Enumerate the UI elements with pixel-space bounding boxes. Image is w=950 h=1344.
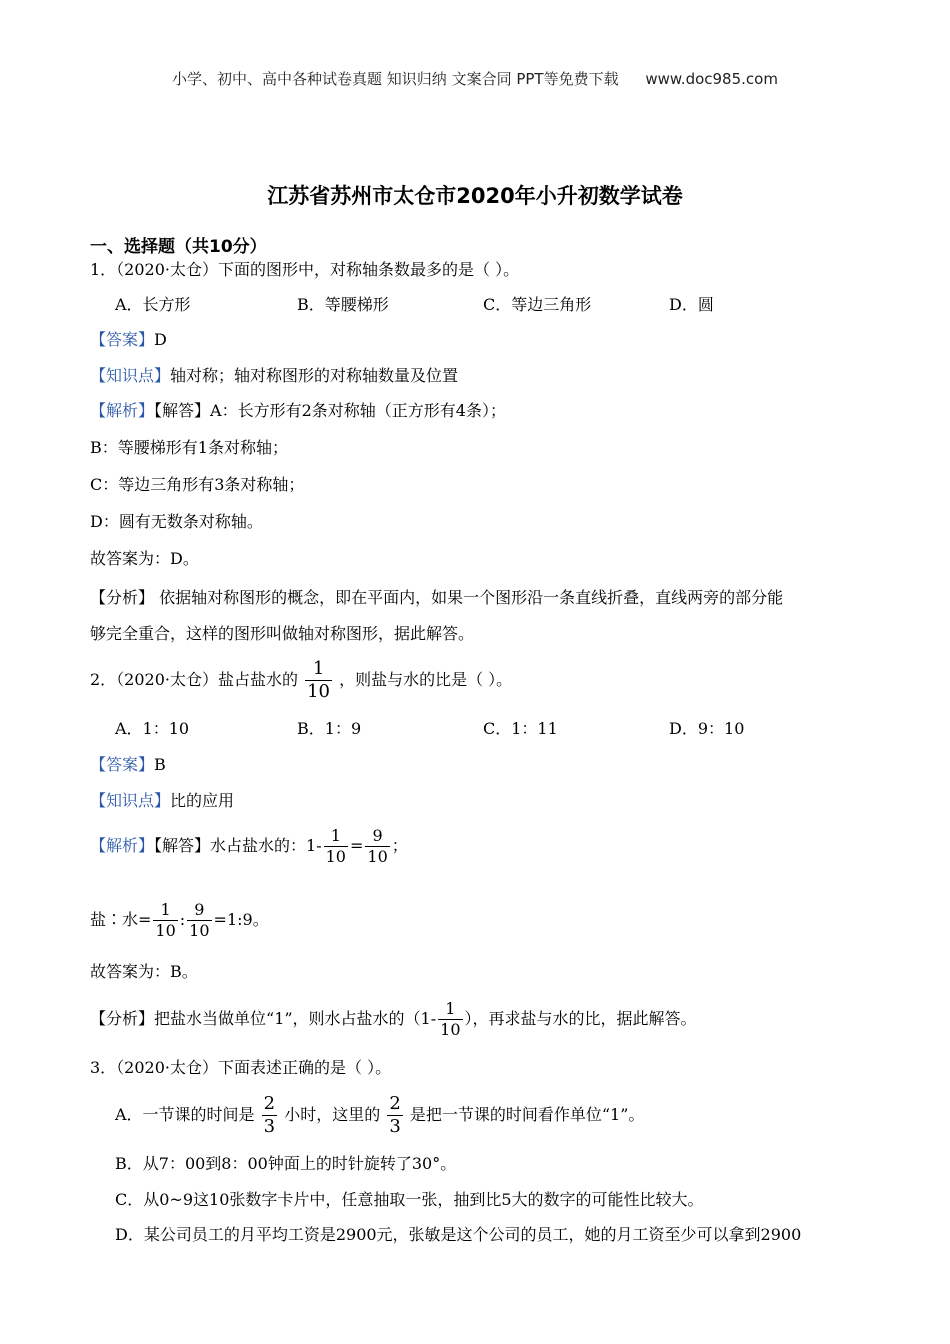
q2-solution-a: 水占盐水的：1- [210, 836, 322, 855]
q2-knowledge: 比的应用 [170, 791, 235, 810]
review-label: 【分析】 [90, 1009, 155, 1028]
fraction-denominator: 10 [367, 847, 388, 866]
q3-option-a-part3: 是把一节课的时间看作单位“1”。 [409, 1105, 645, 1124]
fraction-1-10 [438, 1001, 462, 1038]
fraction-2-3 [387, 1095, 402, 1136]
q2-solution-row [90, 826, 408, 866]
q2-option-a: A．1：10 [115, 719, 190, 738]
q2-ratio-row [90, 900, 269, 940]
q2-option-b: B．1：9 [297, 719, 362, 738]
q2-knowledge-row [90, 790, 234, 812]
q2-ratio-end: =1:9。 [213, 910, 269, 929]
fraction-1-10 [324, 828, 348, 865]
q2-review-row [90, 999, 697, 1039]
q1-solution-line: B：等腰梯形有1条对称轴； [90, 438, 288, 457]
q1-option-c: C．等边三角形 [483, 295, 592, 314]
q2-answer: B [154, 755, 166, 774]
header-text: 小学、初中、高中各种试卷真题 知识归纳 文案合同 PPT等免费下载 [172, 70, 619, 88]
q2-ratio-a: 盐∶水= [90, 910, 152, 929]
equals-sign: = [349, 836, 364, 855]
review-label: 【分析】 [90, 588, 155, 607]
q3-option-d: D．某公司员工的月平均工资是2900元，张敏是这个公司的员工，她的月工资至少可以拿到2900 [115, 1225, 802, 1244]
q1-option-d: D．圆 [669, 295, 714, 314]
q2-option-c: C．1：11 [483, 719, 558, 738]
fraction-9-10 [365, 828, 389, 865]
fraction-denominator: 10 [155, 921, 176, 940]
q3-option-a-part2: 小时，这里的 [284, 1105, 381, 1124]
q1-solution-row [90, 400, 506, 422]
fraction-denominator: 10 [189, 921, 210, 940]
fraction-1-10 [153, 902, 177, 939]
knowledge-label: 【知识点】 [90, 366, 171, 385]
q3-option-a [115, 1095, 644, 1136]
fraction-numerator: 1 [153, 902, 177, 921]
fraction-numerator: 1 [438, 1001, 462, 1020]
fraction-9-10 [187, 902, 211, 939]
fraction-denominator: 10 [440, 1020, 461, 1039]
analysis-label: 【解析】 [90, 836, 155, 855]
page-title: 江苏省苏州市太仓市2020年小升初数学试卷 [267, 184, 683, 208]
ratio-colon: : [179, 910, 186, 929]
fraction-numerator: 9 [187, 902, 211, 921]
fraction-denominator: 3 [263, 1116, 276, 1137]
analysis-label: 【解析】 [90, 401, 155, 420]
q2-stem-a: 2．（2020·太仓）盐占盐水的 [90, 670, 298, 689]
fraction-denominator: 10 [307, 681, 330, 702]
q1-answer: D [154, 330, 167, 349]
q3-option-c: C．从0~9这10张数字卡片中，任意抽取一张，抽到比5大的数字的可能性比较大。 [115, 1190, 704, 1209]
page-header [0, 68, 950, 89]
q3-option-a-part1: A．一节课的时间是 [115, 1105, 255, 1124]
fraction-numerator: 9 [365, 828, 389, 847]
fraction-numerator: 1 [324, 828, 348, 847]
q2-stem [90, 660, 512, 701]
q1-solution-first: A：长方形有2条对称轴（正方形有4条）； [210, 401, 506, 420]
answer-label: 【答案】 [90, 330, 155, 349]
solution-label: 【解答】 [154, 836, 211, 855]
knowledge-label: 【知识点】 [90, 791, 171, 810]
fraction-numerator: 2 [263, 1093, 276, 1114]
q1-answer-row [90, 329, 167, 351]
q2-review-b: ），再求盐与水的比，据此解答。 [464, 1009, 697, 1028]
section-heading: 一、选择题（共10分） [90, 237, 267, 257]
q1-option-a: A．长方形 [115, 295, 191, 314]
fraction-denominator: 3 [389, 1116, 401, 1137]
q3-stem: 3．（2020·太仓）下面表述正确的是（ ）。 [90, 1058, 392, 1077]
q3-option-b: B．从7：00到8：00钟面上的时针旋转了30°。 [115, 1154, 457, 1173]
fraction-numerator: 1 [305, 660, 332, 681]
q2-option-d: D．9：10 [669, 719, 745, 738]
fraction-1-10 [305, 660, 332, 701]
q1-review-row [90, 587, 783, 609]
q2-conclusion: 故答案为：B。 [90, 962, 198, 981]
q1-solution-line: 故答案为：D。 [90, 549, 199, 568]
q2-review-a: 把盐水当做单位“1”，则水占盐水的（1- [154, 1009, 437, 1028]
solution-label: 【解答】 [154, 401, 211, 420]
q1-solution-line: D：圆有无数条对称轴。 [90, 512, 263, 531]
q1-option-b: B．等腰梯形 [297, 295, 389, 314]
q1-stem: 1．（2020·太仓）下面的图形中，对称轴条数最多的是（ ）。 [90, 260, 520, 279]
fraction-denominator: 10 [325, 847, 346, 866]
q2-stem-b: ，则盐与水的比是（ ）。 [339, 670, 513, 689]
fraction-2-3 [262, 1095, 277, 1136]
answer-label: 【答案】 [90, 755, 155, 774]
q1-review-line2: 够完全重合，这样的图形叫做轴对称图形，据此解答。 [90, 624, 475, 643]
q1-solution-line: C：等边三角形有3条对称轴； [90, 475, 305, 494]
fraction-numerator: 2 [389, 1093, 401, 1114]
q1-knowledge: 轴对称；轴对称图形的对称轴数量及位置 [170, 366, 459, 385]
q2-solution-end: ； [391, 836, 408, 855]
header-url: www.doc985.com [645, 70, 778, 88]
q1-review-line1: 依据轴对称图形的概念，即在平面内，如果一个图形沿一条直线折叠，直线两旁的部分能 [159, 588, 784, 607]
q1-knowledge-row [90, 365, 458, 387]
q2-answer-row [90, 754, 166, 776]
